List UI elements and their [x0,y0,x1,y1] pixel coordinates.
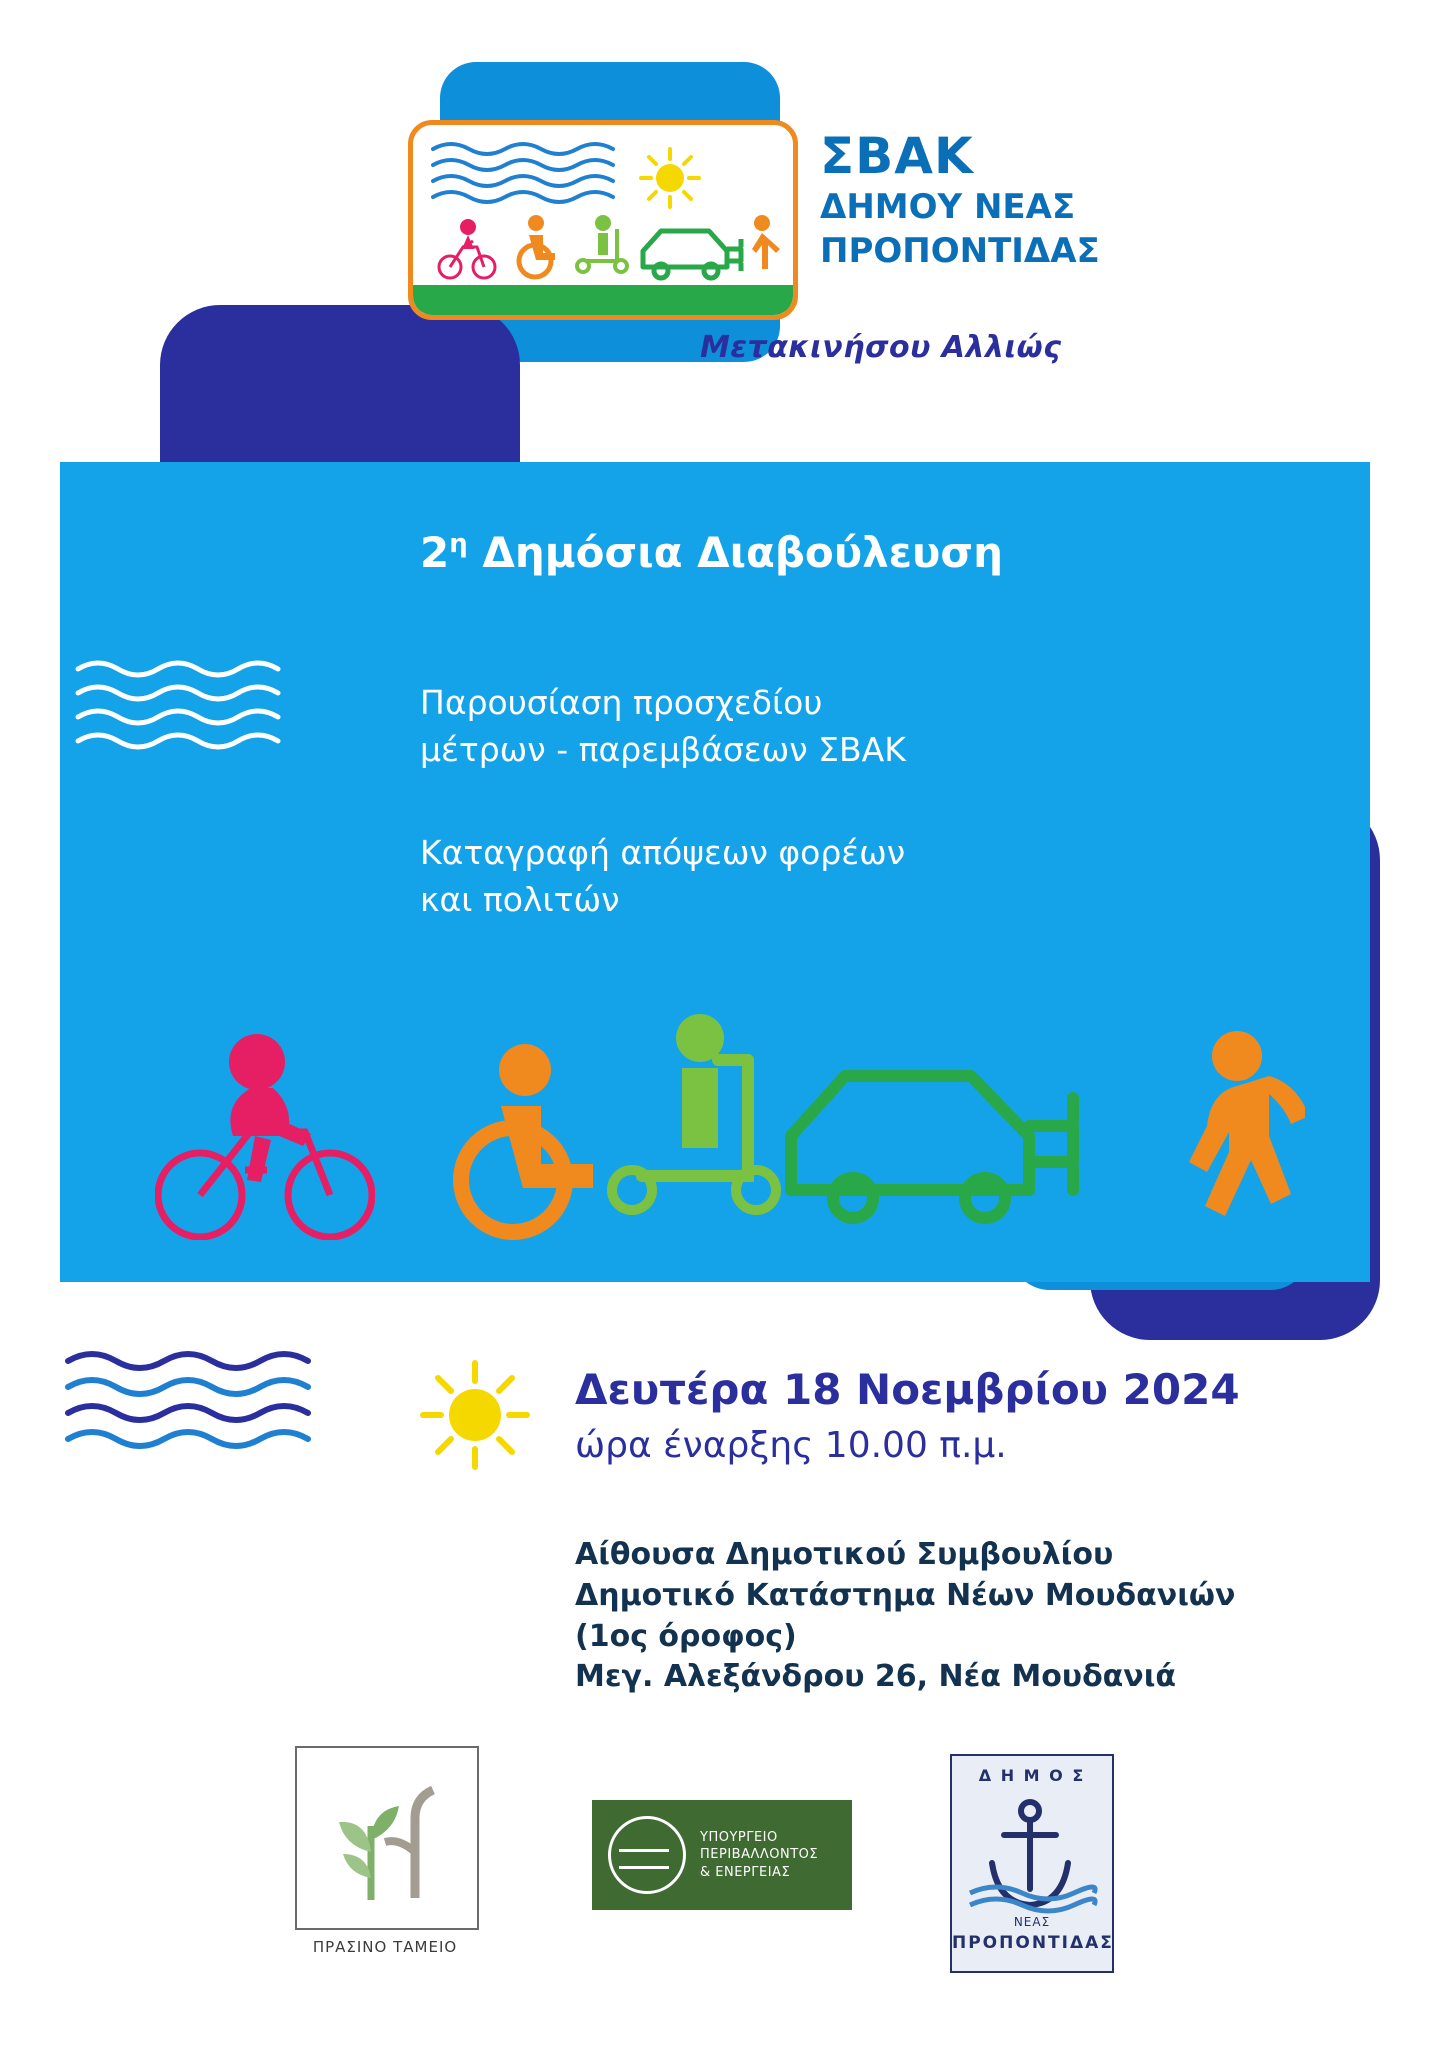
headline-number: 2 [420,528,450,577]
footer-sun-icon [415,1355,535,1475]
tree-sapling-icon [297,1748,473,1924]
venue-line-2: Δημοτικό Κατάστημα Νέων Μουδανιών [575,1577,1236,1613]
green-fund-logo [295,1746,479,1930]
ministry-text [700,1829,818,1882]
wheelchair-icon [509,211,565,281]
municipality-top-text: Δ Η Μ Ο Σ [978,1766,1086,1785]
brand-title: ΣΒΑΚ [820,127,974,185]
electric-car-icon [635,217,755,287]
venue-line-1: Αίθουσα Δημοτικού Συμβουλίου [575,1537,1114,1572]
waves-icon [427,139,647,209]
panel-waves-icon [70,655,300,765]
paragraph-1-line-2: μέτρων - παρεμβάσεων ΣΒΑΚ [420,729,906,769]
electric-car-large-icon [775,1050,1115,1230]
anchor-icon [952,1785,1108,1915]
event-time: ώρα έναρξης 10.00 π.μ. [575,1425,1007,1466]
logo-green-band [413,285,793,315]
paragraph-2-line-2: και πολιτών [420,879,620,919]
footer-logos [0,1740,1448,2040]
municipality-logo [950,1754,1114,1973]
paragraph-2-line-1: Καταγραφή απόψεων φορέων [420,833,906,872]
headline-rest: Δημόσια Διαβούλευση [467,528,1004,577]
event-date: Δευτέρα 18 Νοεμβρίου 2024 [575,1365,1240,1414]
scooter-large-icon [600,1010,790,1230]
headline-ordinal: η [449,529,468,559]
green-fund-caption: ΠΡΑΣΙΝΟ ΤΑΜΕΙΟ [312,1938,458,1956]
brand-subtitle-1: ΔΗΜΟΥ ΝΕΑΣ [820,186,1076,227]
municipality-mid-text: ΝΕΑΣ [1013,1915,1051,1929]
page-title [420,528,1003,577]
paragraph-1-line-1: Παρουσίαση προσχεδίου [420,683,823,722]
ministry-line-1: ΥΠΟΥΡΓΕΙΟ [700,1829,778,1845]
paragraph-2 [420,830,905,924]
sun-icon [635,143,705,213]
ministry-line-3: & ΕΝΕΡΓΕΙΑΣ [700,1864,791,1880]
pedestrian-large-icon [1175,1030,1305,1230]
venue-line-4: Μεγ. Αλεξάνδρου 26, Νέα Μουδανιά [575,1659,1177,1695]
cyclist-icon [437,211,497,281]
logo-card [408,120,798,320]
paragraph-1 [420,680,906,774]
municipality-bottom-text: ΠΡΟΠΟΝΤΙΔΑΣ [952,1933,1114,1953]
scooter-icon [573,211,633,281]
brand-subtitle-2: ΠΡΟΠΟΝΤΙΔΑΣ [820,230,1100,271]
ministry-line-2: ΠΕΡΙΒΑΛΛΟΝΤΟΣ [700,1847,819,1863]
brand-text [820,127,1340,271]
event-venue [575,1535,1235,1698]
slogan: Μετακινήσου Αλλιώς [700,330,1062,365]
footer-waves-icon [60,1345,390,1475]
cyclist-large-icon [155,1020,375,1240]
ministry-logo [592,1800,852,1910]
venue-line-3: (1ος όροφος) [575,1618,797,1654]
pedestrian-icon [738,211,788,281]
ministry-emblem-icon [608,1816,686,1894]
wheelchair-large-icon [435,1040,605,1240]
sbak-logo [400,110,800,320]
